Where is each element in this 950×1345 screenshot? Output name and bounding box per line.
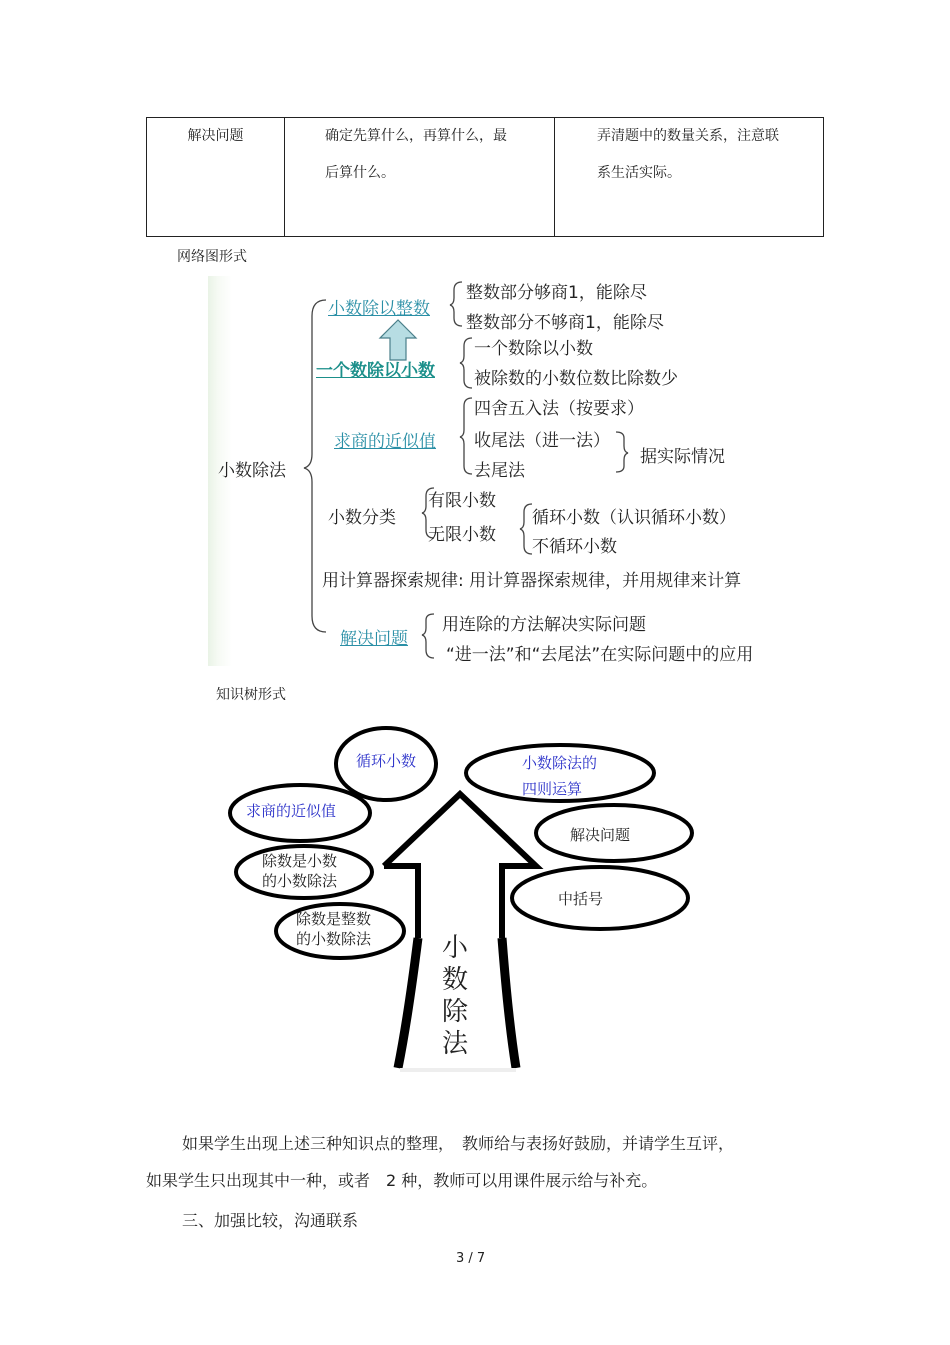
branch-text: 用计算器探索规律: 用计算器探索规律，并用规律来计算 xyxy=(322,571,742,591)
network-diagram xyxy=(208,276,808,666)
branch-item: 无限小数 xyxy=(428,525,496,545)
table-cell xyxy=(147,118,285,236)
leaf-label: 四则运算 xyxy=(522,780,583,798)
section-heading: 三、加强比较，沟通联系 xyxy=(182,1211,359,1230)
trunk-char: 除 xyxy=(442,997,469,1027)
leaf-label: 解决问题 xyxy=(570,826,631,844)
branch-title: 一个数除以小数 xyxy=(316,361,435,381)
branch-item: 不循环小数 xyxy=(532,537,617,557)
leaf-label: 小数除法的 xyxy=(522,754,598,772)
branch-note: 据实际情况 xyxy=(640,447,725,467)
branch-item: 有限小数 xyxy=(428,491,496,511)
leaf-label: 除数是整数 xyxy=(296,910,372,928)
trunk-char: 小 xyxy=(442,933,469,963)
table-cell-line: 系生活实际。 xyxy=(597,165,681,181)
knowledge-tree xyxy=(212,718,712,1078)
branch-title: 求商的近似值 xyxy=(334,432,436,452)
table-cell xyxy=(555,118,823,236)
branch-title: 小数除以整数 xyxy=(328,299,430,319)
branch-item: “进一法”和“去尾法”在实际问题中的应用 xyxy=(446,645,754,665)
table-cell-text: 解决问题 xyxy=(187,128,244,144)
leaf-label: 求商的近似值 xyxy=(246,802,337,820)
leaf-label: 的小数除法 xyxy=(262,872,338,890)
branch-item: 用连除的方法解决实际问题 xyxy=(442,615,646,635)
paragraph-line: 如果学生出现上述三种知识点的整理， 教师给与表扬好鼓励，并请学生互评， xyxy=(182,1134,735,1153)
table-cell-line: 后算什么。 xyxy=(325,165,395,181)
leaf-label: 的小数除法 xyxy=(296,930,372,948)
network-label: 网络图形式 xyxy=(177,249,247,265)
tree-label: 知识树形式 xyxy=(216,687,286,703)
branch-item: 收尾法（进一法） xyxy=(474,431,610,451)
branch-item: 整数部分不够商1，能除尽 xyxy=(466,313,664,333)
table-cell-line: 弄清题中的数量关系，注意联 xyxy=(597,128,779,144)
arrow-up-icon xyxy=(380,320,416,360)
trunk-char: 数 xyxy=(442,965,469,995)
trunk-char: 法 xyxy=(442,1029,469,1059)
branch-title: 小数分类 xyxy=(328,508,396,528)
branch-title: 解决问题 xyxy=(340,629,408,649)
table-cell-line: 确定先算什么，再算什么，最 xyxy=(325,128,507,144)
paragraph-line: 如果学生只出现其中一种，或者 2 种，教师可以用课件展示给与补充。 xyxy=(146,1171,658,1190)
leaf-label: 循环小数 xyxy=(356,752,417,770)
branch-item: 整数部分够商1，能除尽 xyxy=(466,283,647,303)
table-cell xyxy=(285,118,555,236)
page-number: 3 / 7 xyxy=(456,1251,486,1266)
branch-item: 四舍五入法（按要求） xyxy=(474,399,644,419)
branch-item: 去尾法 xyxy=(474,461,525,481)
leaf-label: 除数是小数 xyxy=(262,852,338,870)
branch-item: 被除数的小数位数比除数少 xyxy=(474,369,678,389)
branch-item: 一个数除以小数 xyxy=(474,339,593,359)
summary-table xyxy=(146,117,824,237)
network-root: 小数除法 xyxy=(218,461,286,481)
branch-item: 循环小数（认识循环小数） xyxy=(532,508,736,528)
leaf-label: 中括号 xyxy=(558,890,604,908)
